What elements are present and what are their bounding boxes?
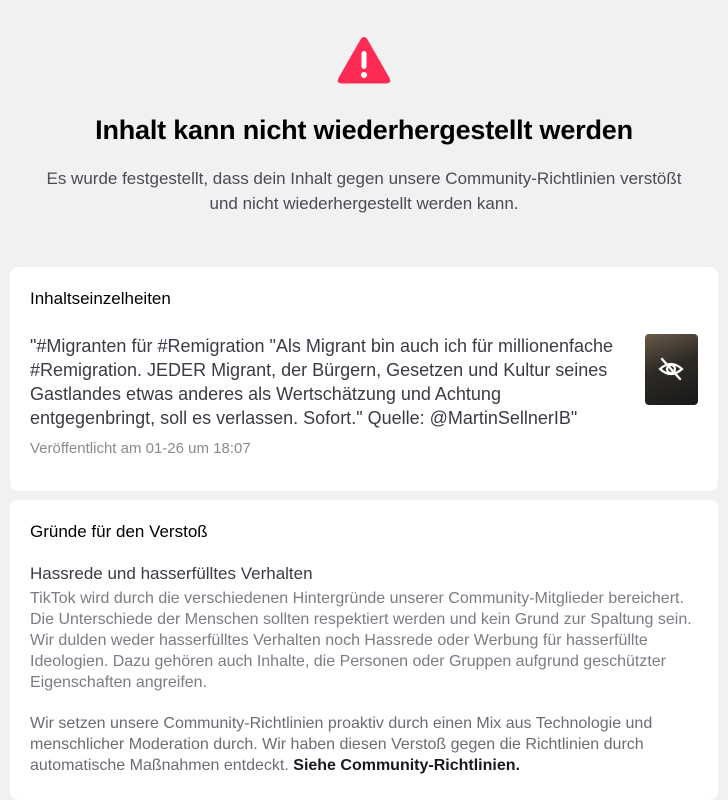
content-details-card — [10, 267, 718, 491]
video-thumbnail[interactable] — [645, 334, 698, 405]
violation-reason: Hassrede und hasserfülltes Verhalten — [30, 564, 313, 583]
enforcement-body: Wir setzen unsere Community-Richtlinien proaktiv durch einen Mix aus Technologie und menschlicher Moderation durch. Wir haben diesen Verstoß gegen die Richtlinien durch automatische Maßnahmen entdeckt. — [30, 715, 653, 774]
violation-title: Gründe für den Verstoß — [30, 522, 208, 541]
eye-slash-icon — [658, 356, 684, 382]
published-date: Veröffentlicht am 01-26 um 18:07 — [30, 440, 251, 457]
page-subtitle: Es wurde festgestellt, dass dein Inhalt gegen unsere Community-Richtlinien verstößt und nicht wiederhergestellt werden kann. — [46, 169, 682, 213]
violation-description: TikTok wird durch die verschiedenen Hintergründe unserer Community-Mitglieder bereichert. Die Unterschiede der Menschen sollten respektiert werden und kein Grund zur Spaltung sein. Wir dulden weder hasserfülltes Verhalten noch Hassrede oder Werbung für hasserfüllte Ideologien. Dazu gehören auch Inhalte, die Personen oder Gruppen aufgrund geschützter Eigenschaften angreifen. — [30, 590, 692, 691]
header — [0, 0, 728, 216]
page-title: Inhalt kann nicht wiederhergestellt werden — [95, 115, 633, 145]
content-caption: "#Migranten für #Remigration "Als Migrant bin auch ich für millionenfache #Remigration. JEDER Migrant, der Bürgern, Gesetzen und Kultur seines Gastlandes etwas anderes als Wertschätzung und Achtung entgegenbringt, soll es verlassen. Sofort." Quelle: @MartinSellnerIB" — [30, 336, 614, 428]
community-guidelines-link[interactable]: Siehe Community-Richtlinien. — [293, 757, 520, 774]
enforcement-text — [30, 713, 698, 776]
content-details-title: Inhaltseinzelheiten — [30, 289, 171, 308]
warning-triangle-icon — [337, 36, 391, 86]
content-row — [30, 334, 698, 457]
violation-card — [10, 500, 718, 800]
